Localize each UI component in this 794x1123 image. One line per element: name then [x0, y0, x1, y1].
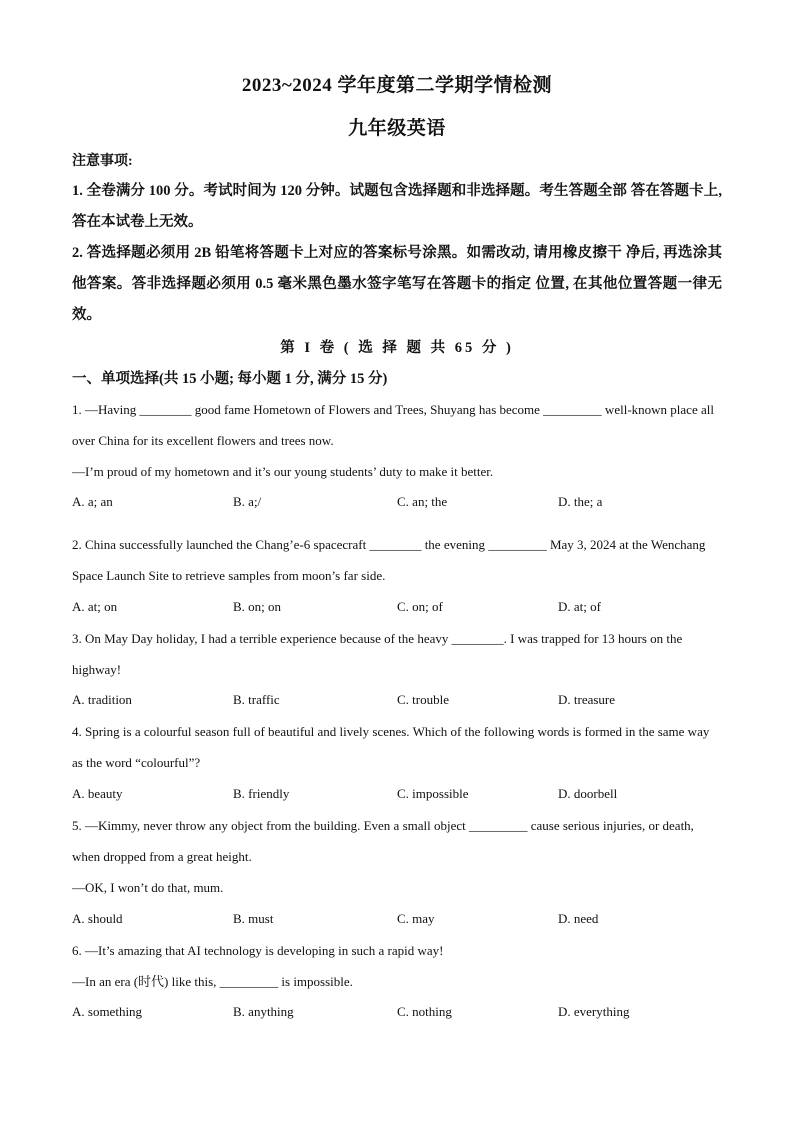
question-1-options — [72, 494, 722, 518]
question-6-text: 6. —It’s amazing that AI technology is developing in such a rapid way! — [72, 943, 444, 958]
question-5-reply: —OK, I won’t do that, mum. — [72, 880, 224, 895]
section-title: 第 I 卷 ( 选 择 题 共 65 分 ) — [280, 340, 514, 356]
option-c: C. on; of — [397, 599, 443, 614]
option-c: C. an; the — [397, 494, 448, 509]
exam-subtitle: 九年级英语 — [348, 118, 446, 139]
question-5-text: 5. —Kimmy, never throw any object from the building. Even a small object _________ cause serious injuries, or death, when dropped from a great height. — [72, 818, 694, 864]
option-d: D. the; a — [558, 494, 603, 509]
question-1-text: 1. —Having ________ good fame Hometown of Flowers and Trees, Shuyang has become _________ well-known place all over China for its excellent flowers and trees now. — [72, 402, 714, 448]
option-d: D. treasure — [558, 692, 616, 707]
exam-title: 2023~2024 学年度第二学期学情检测 — [241, 75, 553, 96]
option-a: A. tradition — [72, 692, 132, 707]
option-b: B. a;/ — [233, 494, 262, 509]
option-b: B. anything — [233, 1004, 294, 1019]
option-c: C. trouble — [397, 692, 449, 707]
question-2-text: 2. China successfully launched the Chang’e-6 spacecraft ________ the evening _________ May 3, 2024 at the Wenchang Space Launch Site to retrieve samples from moon’s far side. — [72, 537, 706, 583]
notice-item-1: 1. 全卷满分 100 分。考试时间为 120 分钟。试题包含选择题和非选择题。考生答题全部 答在答题卡上, 答在本试卷上无效。 — [72, 183, 722, 230]
option-d: D. need — [558, 911, 599, 926]
option-b: B. on; on — [233, 599, 282, 614]
option-b: B. friendly — [233, 786, 290, 801]
option-d: D. at; of — [558, 599, 601, 614]
question-6-options — [72, 1004, 722, 1028]
option-a: A. something — [72, 1004, 143, 1019]
option-c: C. nothing — [397, 1004, 452, 1019]
question-5-options — [72, 911, 722, 935]
option-a: A. a; an — [72, 494, 113, 509]
question-4-options — [72, 786, 722, 810]
part-title: 一、单项选择(共 15 小题; 每小题 1 分, 满分 15 分) — [72, 371, 388, 387]
option-c: C. impossible — [397, 786, 469, 801]
notice-item-2: 2. 答选择题必须用 2B 铅笔将答题卡上对应的答案标号涂黑。如需改动, 请用橡皮擦干 净后, 再选涂其他答案。答非选择题必须用 0.5 毫米黑色墨水签字笔写在答题卡的指定 位置, 在其他位置答题一律无效。 — [72, 245, 722, 323]
question-1-reply: —I’m proud of my hometown and it’s our young students’ duty to make it better. — [72, 464, 494, 479]
option-c: C. may — [397, 911, 435, 926]
option-b: B. traffic — [233, 692, 280, 707]
question-4-text: 4. Spring is a colourful season full of beautiful and lively scenes. Which of the following words is formed in the same way as the word “colourful”? — [72, 724, 710, 770]
option-d: D. everything — [558, 1004, 630, 1019]
option-a: A. at; on — [72, 599, 118, 614]
option-d: D. doorbell — [558, 786, 618, 801]
option-b: B. must — [233, 911, 274, 926]
question-2-options — [72, 599, 722, 623]
question-3-text: 3. On May Day holiday, I had a terrible experience because of the heavy ________. I was trapped for 13 hours on the highway! — [72, 631, 683, 677]
question-3-options — [72, 692, 722, 716]
option-a: A. should — [72, 911, 123, 926]
notice-heading: 注意事项: — [72, 154, 133, 169]
option-a: A. beauty — [72, 786, 123, 801]
question-6-reply: —In an era (时代) like this, _________ is impossible. — [72, 974, 353, 989]
